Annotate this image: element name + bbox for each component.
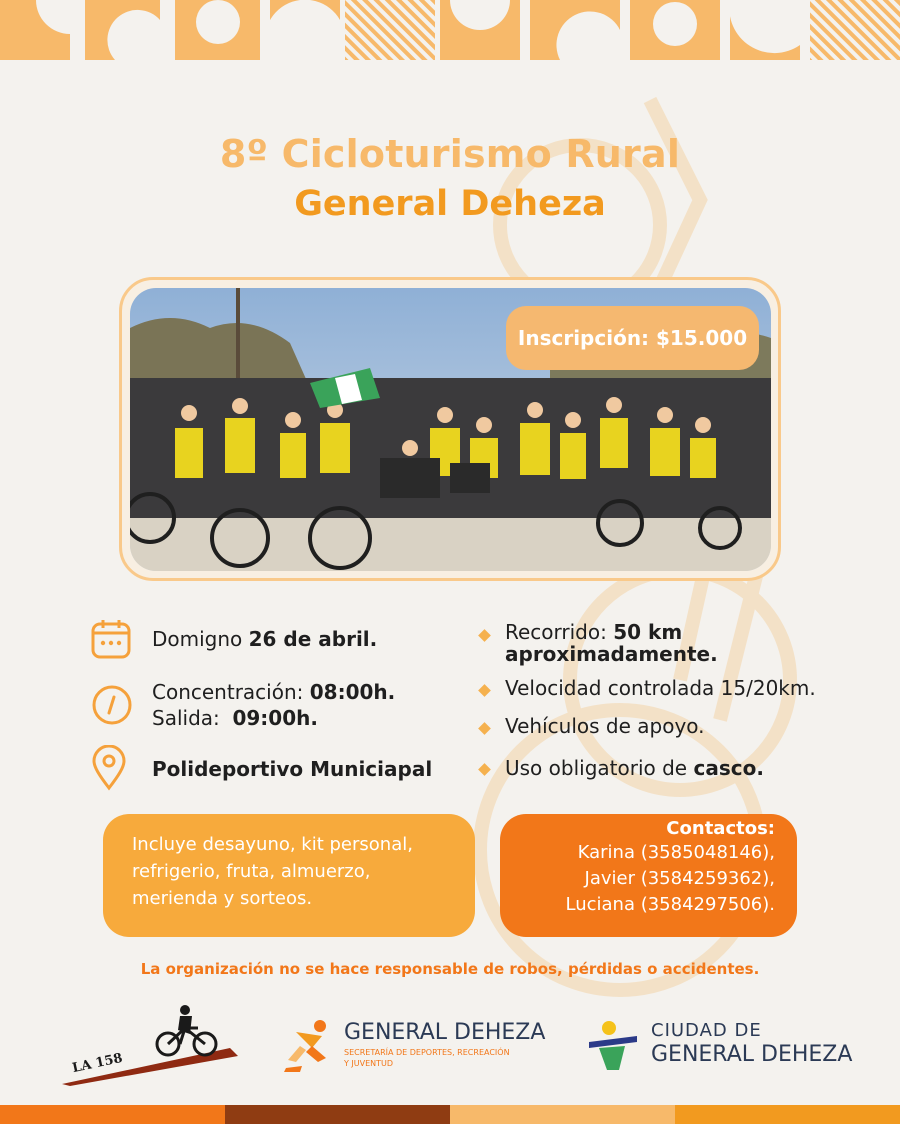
contact-item: Luciana (3584297506). [565, 894, 775, 915]
concentration-value: 08:00h. [309, 680, 396, 704]
support-vehicles: Vehículos de apoyo. [505, 714, 705, 738]
helmet-label: Uso obligatorio de [505, 756, 694, 780]
top-decorative-band [0, 0, 900, 60]
contacts-box [500, 814, 797, 937]
date-value: 26 de abril. [248, 627, 378, 651]
bottom-bar-segment [0, 1105, 225, 1124]
contact-item: Javier (3584259362), [584, 868, 775, 889]
departure-label: Salida: [152, 706, 233, 730]
deportes-subtitle: SECRETARÍA DE DEPORTES, RECREACIÓN [344, 1048, 510, 1057]
includes-line: refrigerio, fruta, almuerzo, [132, 861, 371, 882]
event-location-title: General Deheza [294, 184, 606, 224]
ciudad-line1: CIUDAD DE [651, 1020, 762, 1041]
includes-box [103, 814, 475, 937]
controlled-speed: Velocidad controlada 15/20km. [505, 676, 816, 700]
deportes-logo [282, 1018, 552, 1078]
city-logo-icon [585, 1020, 641, 1072]
ciudad-line2: GENERAL DEHEZA [651, 1042, 853, 1067]
concentration-label: Concentración: [152, 680, 310, 704]
helmet-required [505, 757, 764, 779]
bottom-color-bar [0, 1105, 900, 1124]
clock-icon [91, 684, 133, 726]
event-venue: Polideportivo Municiapal [152, 757, 433, 781]
event-title: 8º Cicloturismo Rural [219, 132, 681, 176]
registration-price-badge: Inscripción: $15.000 [506, 306, 759, 370]
la158-logo-text: LA 158 [70, 1050, 124, 1077]
helmet-value: casco. [693, 756, 764, 780]
includes-line: merienda y sorteos. [132, 888, 313, 909]
liability-disclaimer: La organización no se hace responsable de robos, pérdidas o accidentes. [140, 960, 760, 978]
route-km: 50 km [613, 620, 683, 644]
ciudad-logo [585, 1020, 855, 1075]
route-label: Recorrido: [505, 620, 614, 644]
includes-line: Incluye desayuno, kit personal, [132, 834, 413, 855]
deportes-subtitle: Y JUVENTUD [344, 1059, 394, 1068]
calendar-icon [90, 618, 132, 660]
contacts-title: Contactos: [666, 818, 775, 839]
runner-logo-icon [282, 1018, 337, 1072]
departure-value: 09:00h. [232, 706, 318, 730]
departure-time [152, 705, 318, 731]
route-approx: aproximadamente. [505, 642, 718, 666]
bottom-bar-segment [675, 1105, 900, 1124]
cyclist-logo-icon [60, 1000, 240, 1090]
location-pin-icon [91, 745, 127, 791]
contact-item: Karina (3585048146), [577, 842, 775, 863]
route-distance [505, 621, 718, 665]
deportes-name: GENERAL DEHEZA [344, 1020, 546, 1045]
bottom-bar-segment [225, 1105, 450, 1124]
date-prefix: Domigno [152, 627, 249, 651]
concentration-time [152, 679, 395, 705]
bottom-bar-segment [450, 1105, 675, 1124]
la158-logo [60, 1000, 240, 1090]
event-date [152, 626, 377, 652]
